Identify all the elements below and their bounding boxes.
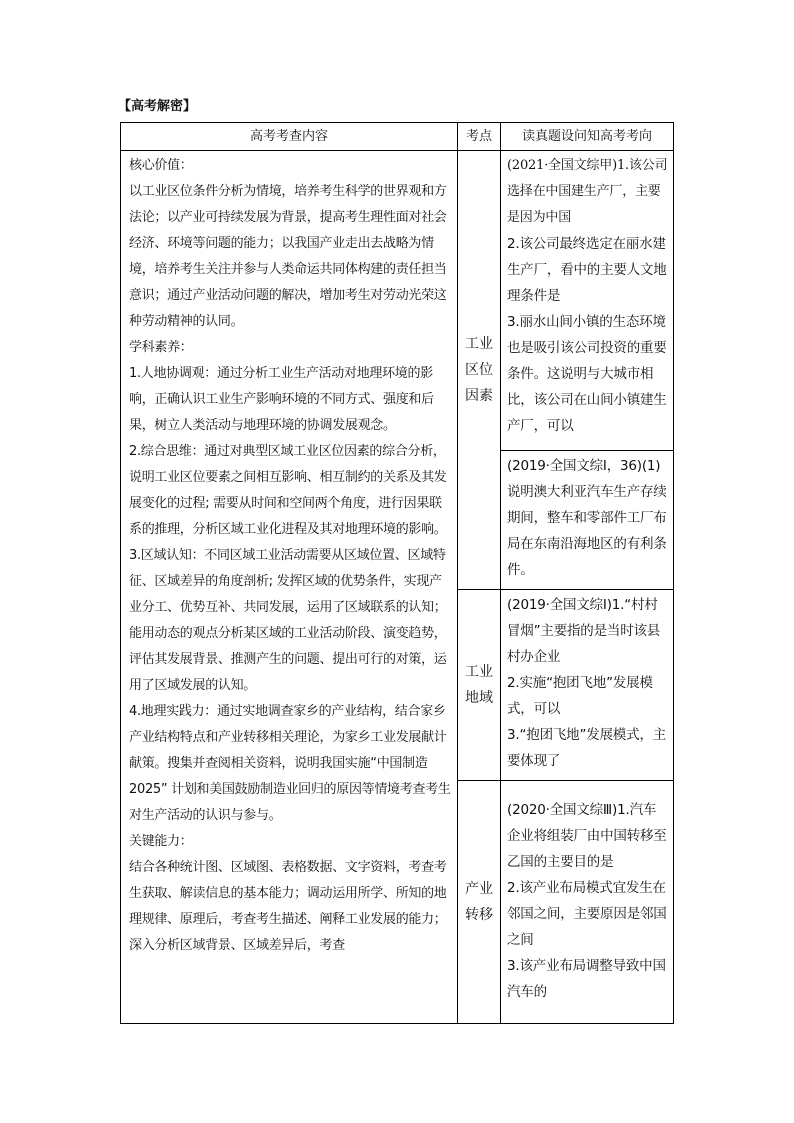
question-text: 2.该公司最终选定在丽水建生产厂，看中的主要人文地理条件是 [507,236,667,304]
keypoint-line: 因素 [465,388,493,404]
keypoint-industry-transfer [458,781,501,1024]
core-value-label: 核心价值： [129,158,193,173]
header-content: 高考考查内容 [121,123,458,151]
key-ability-text: 结合各种统计图、区域图、表格数据、文字资料，考查考生获取、解读信息的基本能力；调动运用所学、所知的地理规律、原理后，考查考生描述、阐释工业发展的能力；深入分析区域背景、区域差异后，考查 [129,860,447,953]
header-questions: 读真题设问知高考考向 [501,123,674,151]
literacy-item-4: 4.地理实践力：通过实地调查家乡的产业结构，结合家乡产业结构特点和产业转移相关理论，为家乡工业发展献计献策。搜集并查阅相关资料，说明我国实施“中国制造 2025” 计划和美国鼓励制造业回归的原因等情境考查考生对生产活动的认识与参与。 [129,704,451,823]
section-title: 【高考解密】 [118,99,197,114]
core-value-text: 以工业区位条件分析为情境，培养考生科学的世界观和方法论；以产业可持续发展为背景，提高考生理性面对社会经济、环境等问题的能力；以我国产业走出去战略为情境，培养考生关注并参与人类命运共同体构建的责任担当意识；通过产业活动问题的解决，增加考生对劳动光荣这种劳动精神的认同。 [129,184,447,329]
question-text: (2019·全国文综Ⅰ)1.“村村冒烟”主要指的是当时该县村办企业 [507,597,661,665]
question-text: 2.该产业布局模式宜发生在邻国之间，主要原因是邻国之间 [507,880,667,948]
question-text: (2020·全国文综Ⅲ)1.汽车企业将组装厂由中国转移至乙国的主要目的是 [507,802,667,870]
literacy-item-3: 3.区域认知：不同区域工业活动需要从区域位置、区域特征、区域差异的角度剖析; 发挥区域的优势条件，实现产业分工、优势互补、共同发展，运用了区域联系的认知；能用动态的观点分析某区域的工业活动阶段、演变趋势，评估其发展背景、推测产生的问题、提出可行的对策，运用了区域发展的认知。 [129,548,447,693]
question-text: (2021·全国文综甲)1.该公司选择在中国建生产厂，主要是因为中国 [507,158,668,225]
content-cell [121,151,458,1024]
table-row [121,151,674,451]
keypoint-line: 工业 [465,664,493,680]
header-keypoint: 考点 [458,123,501,151]
keypoint-line: 转移 [465,907,493,923]
question-cell-2019-1 [501,590,674,781]
question-text: 3.“抱团飞地”发展模式，主要体现了 [507,727,667,769]
question-cell-2019-36 [501,451,674,590]
question-cell-2020-3 [501,781,674,1024]
exam-analysis-table [120,122,674,1024]
question-cell-2021-jia [501,151,674,451]
question-text: 2.实施“抱团飞地”发展模式，可以 [507,675,653,717]
keypoint-line: 工业 [465,336,493,352]
question-text: 3.丽水山间小镇的生态环境也是吸引该公司投资的重要条件。这说明与大城市相比，该公司在山间小镇建生产厂，可以 [507,314,667,434]
keypoint-industrial-region [458,590,501,781]
keypoint-line: 产业 [465,881,493,897]
key-ability-label: 关键能力： [129,834,193,849]
literacy-label: 学科素养： [129,340,193,355]
question-text: (2019·全国文综Ⅰ，36)(1)说明澳大利亚汽车生产存续期间，整车和零部件工厂布局在东南沿海地区的有利条件。 [507,458,667,578]
literacy-item-1: 1.人地协调观：通过分析工业生产活动对地理环境的影响，正确认识工业生产影响环境的不同方式、强度和后果，树立人类活动与地理环境的协调发展观念。 [129,366,434,433]
keypoint-line: 地域 [465,690,493,706]
table-header-row [121,123,674,151]
keypoint-industrial-location [458,151,501,590]
keypoint-line: 区位 [465,362,493,378]
question-text: 3.该产业布局调整导致中国汽车的 [507,958,666,1000]
literacy-item-2: 2.综合思维：通过对典型区域工业区位因素的综合分析，说明工业区位要素之间相互影响、相互制约的关系及其发展变化的过程; 需要从时间和空间两个角度，进行因果联系的推理，分析区域工业化进程及其对地理环境的影响。 [129,444,447,537]
